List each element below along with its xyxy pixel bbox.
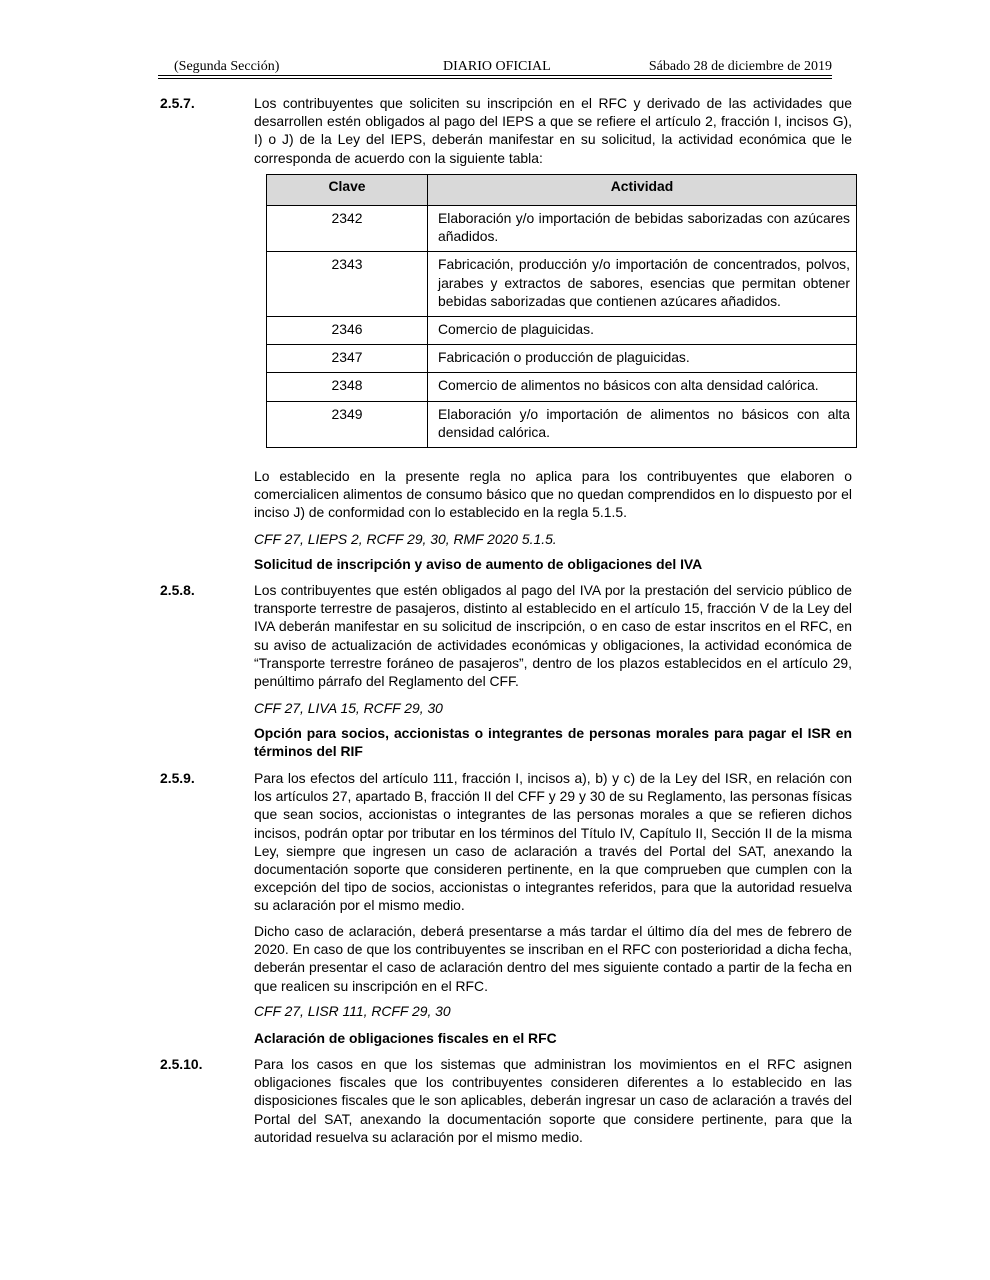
table-row <box>267 252 857 317</box>
rule-2-5-8-title: Solicitud de inscripción y aviso de aumento de obligaciones del IVA <box>254 556 703 572</box>
rule-2-5-9-title: Opción para socios, accionistas o integrantes de personas morales para pagar el ISR en términos del RIF <box>254 725 852 760</box>
cell-actividad: Elaboración y/o importación de alimentos no básicos con alta densidad calórica. <box>428 401 857 447</box>
column-header-clave: Clave <box>267 175 428 206</box>
rule-2-5-7-refs: CFF 27, LIEPS 2, RCFF 29, 30, RMF 2020 5.1.5. <box>254 531 557 547</box>
rule-2-5-9-text: Para los efectos del artículo 111, fracción I, incisos a), b) y c) de la Ley del ISR, en relación con los artículos 27, apartado B, fracción II del CFF y 29 y 30 de su Reglamento, las personas físicas que sean socios, accionistas o integrantes de las personas morales a que se refieren dichos incisos, podrán optar por tributar en los términos del Título IV, Capítulo II, Sección II de la misma Ley, siempre que ingresen un caso de aclaración a través del Portal del SAT, anexando la documentación soporte que consideren pertinente, en la que comprueben que cumplen con la excepción del tipo de socios, accionistas o integrantes referidos, para que la autoridad resuelva su aclaración por el mismo medio. <box>254 770 852 914</box>
activity-table <box>266 174 857 448</box>
cell-clave: 2348 <box>267 373 428 401</box>
header-section: (Segunda Sección) <box>174 59 280 74</box>
cell-actividad: Fabricación, producción y/o importación de concentrados, polvos, jarabes y extractos de sabores, esencias que permitan obtener bebidas saborizadas que contienen azúcares añadidos. <box>428 252 857 317</box>
rule-2-5-9-refs: CFF 27, LISR 111, RCFF 29, 30 <box>254 1003 451 1019</box>
header-rule-bottom <box>158 78 832 79</box>
table-row <box>267 401 857 447</box>
header-publication: DIARIO OFICIAL <box>443 59 551 74</box>
cell-actividad: Fabricación o producción de plaguicidas. <box>428 345 857 373</box>
page-header <box>158 58 832 75</box>
rule-number-2-5-8: 2.5.8. <box>160 582 195 598</box>
rule-2-5-9-text2: Dicho caso de aclaración, deberá presentarse a más tardar el último día del mes de febrero de 2020. En caso de que los contribuyentes se inscriban en el RFC con posterioridad a dicha fecha, deberán presentar el caso de aclaración dentro del mes siguiente contado a partir de la fecha en que realicen su inscripción en el RFC. <box>254 923 852 994</box>
cell-actividad: Comercio de plaguicidas. <box>428 317 857 345</box>
rule-2-5-10-text: Para los casos en que los sistemas que administran los movimientos en el RFC asignen obligaciones fiscales que los contribuyentes consideren diferentes a lo establecido en las disposiciones fiscales que le son aplicables, deberán ingresar un caso de aclaración a través del Portal del SAT, anexando la documentación soporte que considere pertinente, para que la autoridad resuelva su aclaración por el mismo medio. <box>254 1056 852 1145</box>
cell-clave: 2343 <box>267 252 428 317</box>
table-header-row <box>267 175 857 206</box>
cell-clave: 2347 <box>267 345 428 373</box>
cell-actividad: Comercio de alimentos no básicos con alta densidad calórica. <box>428 373 857 401</box>
rule-2-5-7-text: Los contribuyentes que soliciten su inscripción en el RFC y derivado de las actividades que desarrollen estén obligados al pago del IEPS a que se refiere el artículo 2, fracción I, incisos G), I) o J) de la Ley del IEPS, deberán manifestar en su solicitud, la actividad económica que le corresponda de acuerdo con la siguiente tabla: <box>254 95 852 166</box>
table-row <box>267 317 857 345</box>
cell-clave: 2342 <box>267 206 428 252</box>
rule-2-5-8-text: Los contribuyentes que estén obligados al pago del IVA por la prestación del servicio público de transporte terrestre de pasajeros, distinto al establecido en el artículo 15, fracción V de la Ley del IVA deberán manifestar en su solicitud de inscripción, o en caso de estar inscritos en el RFC, en su aviso de actualización de actividades económicas y obligaciones, la actividad económica de “Transporte terrestre foráneo de pasajeros”, dentro de los plazos establecidos en el artículo 29, penúltimo párrafo del Reglamento del CFF. <box>254 582 852 690</box>
header-rule-top <box>158 75 832 76</box>
rule-2-5-8-refs: CFF 27, LIVA 15, RCFF 29, 30 <box>254 700 443 716</box>
rule-number-2-5-7: 2.5.7. <box>160 95 195 111</box>
table-row <box>267 206 857 252</box>
cell-clave: 2349 <box>267 401 428 447</box>
table-row <box>267 373 857 401</box>
cell-actividad: Elaboración y/o importación de bebidas saborizadas con azúcares añadidos. <box>428 206 857 252</box>
column-header-actividad: Actividad <box>428 175 857 206</box>
rule-2-5-7-after-text: Lo establecido en la presente regla no aplica para los contribuyentes que elaboren o comercialicen alimentos de consumo básico que no quedan comprendidos en lo dispuesto por el inciso J) de conformidad con lo establecido en la regla 5.1.5. <box>254 468 852 521</box>
header-date: Sábado 28 de diciembre de 2019 <box>648 59 832 74</box>
table-row <box>267 345 857 373</box>
rule-number-2-5-9: 2.5.9. <box>160 770 195 786</box>
cell-clave: 2346 <box>267 317 428 345</box>
rule-2-5-10-title: Aclaración de obligaciones fiscales en el RFC <box>254 1030 557 1046</box>
rule-number-2-5-10: 2.5.10. <box>160 1056 203 1072</box>
